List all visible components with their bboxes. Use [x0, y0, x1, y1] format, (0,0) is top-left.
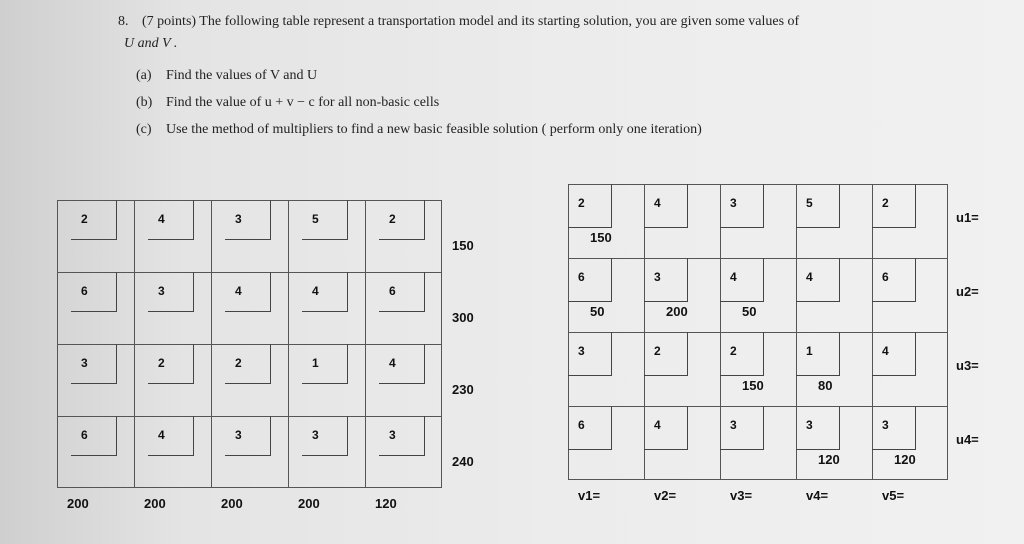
cost-box: [379, 272, 425, 312]
u-label: u4=: [956, 432, 979, 447]
cost-box: [720, 332, 764, 376]
cost-value: 2: [389, 212, 396, 226]
v-label: v1=: [578, 488, 601, 503]
cost-value: 3: [882, 418, 889, 432]
cost-value: 6: [578, 270, 585, 284]
u-label: u2=: [956, 284, 979, 299]
cost-box: [568, 184, 612, 228]
cost-box: [720, 184, 764, 228]
cost-value: 2: [81, 212, 88, 226]
cost-box: [568, 406, 612, 450]
part-label: (b): [136, 95, 153, 110]
cost-value: 2: [235, 356, 242, 370]
v-label: v4=: [806, 488, 829, 503]
cost-box: [225, 200, 271, 240]
cost-value: 4: [882, 344, 889, 358]
cost-box: [148, 344, 194, 384]
cost-value: 4: [730, 270, 737, 284]
cost-value: 6: [578, 418, 585, 432]
cost-value: 3: [312, 428, 319, 442]
cost-value: 2: [158, 356, 165, 370]
part-text: Use the method of multipliers to find a new basic feasible solution ( perform only one iteration): [166, 122, 702, 137]
cost-value: 1: [806, 344, 813, 358]
part-a: [136, 68, 702, 95]
demand-value: 200: [221, 496, 243, 511]
cost-value: 3: [730, 418, 737, 432]
cost-value: 2: [654, 344, 661, 358]
part-text: Find the values of V and U: [166, 68, 318, 83]
part-label: (a): [136, 68, 152, 83]
cost-box: [568, 258, 612, 302]
cost-value: 3: [578, 344, 585, 358]
problem-number: 8.: [118, 14, 129, 29]
problem-intro-2: U and V .: [124, 36, 178, 51]
problem-intro: (7 points) The following table represent a transportation model and its starting solution, you are given some values of: [142, 14, 800, 29]
cost-value: 4: [312, 284, 319, 298]
cost-value: 3: [158, 284, 165, 298]
cost-box: [71, 200, 117, 240]
cost-box: [872, 184, 916, 228]
grid-line: [288, 200, 289, 488]
grid-line: [134, 200, 135, 488]
demand-value: 200: [67, 496, 89, 511]
demand-value: 200: [298, 496, 320, 511]
cost-value: 6: [882, 270, 889, 284]
cost-value: 5: [312, 212, 319, 226]
u-label: u1=: [956, 210, 979, 225]
u-label: u3=: [956, 358, 979, 373]
supply-value: 150: [452, 238, 474, 253]
supply-value: 240: [452, 454, 474, 469]
cost-value: 4: [158, 428, 165, 442]
cost-box: [796, 184, 840, 228]
allocation-value: 120: [818, 452, 840, 467]
cost-value: 4: [235, 284, 242, 298]
cost-box: [796, 332, 840, 376]
cost-value: 5: [806, 196, 813, 210]
cost-box: [71, 344, 117, 384]
cost-value: 2: [730, 344, 737, 358]
cost-box: [379, 200, 425, 240]
grid-line: [365, 200, 366, 488]
allocation-value: 50: [590, 304, 605, 319]
grid-line: [211, 200, 212, 488]
cost-value: 3: [730, 196, 737, 210]
cost-box: [379, 416, 425, 456]
demand-value: 200: [144, 496, 166, 511]
allocation-value: 120: [894, 452, 916, 467]
cost-box: [796, 406, 840, 450]
demand-value: 120: [375, 496, 397, 511]
cost-box: [302, 272, 348, 312]
cost-box: [71, 272, 117, 312]
cost-value: 4: [654, 196, 661, 210]
cost-box: [225, 416, 271, 456]
cost-box: [148, 200, 194, 240]
part-c: [136, 122, 702, 149]
cost-value: 6: [81, 428, 88, 442]
allocation-value: 200: [666, 304, 688, 319]
cost-value: 6: [81, 284, 88, 298]
cost-box: [568, 332, 612, 376]
cost-value: 1: [312, 356, 319, 370]
part-b: [136, 95, 702, 122]
cost-box: [720, 258, 764, 302]
cost-box: [644, 406, 688, 450]
problem-parts: [136, 68, 702, 149]
cost-value: 3: [81, 356, 88, 370]
cost-box: [872, 332, 916, 376]
cost-box: [796, 258, 840, 302]
cost-value: 2: [882, 196, 889, 210]
allocation-value: 50: [742, 304, 757, 319]
cost-box: [302, 200, 348, 240]
cost-box: [872, 406, 916, 450]
cost-box: [302, 344, 348, 384]
cost-value: 4: [806, 270, 813, 284]
cost-value: 3: [235, 428, 242, 442]
allocation-value: 150: [590, 230, 612, 245]
cost-box: [302, 416, 348, 456]
cost-value: 3: [389, 428, 396, 442]
cost-box: [720, 406, 764, 450]
part-label: (c): [136, 122, 152, 137]
cost-box: [872, 258, 916, 302]
cost-box: [71, 416, 117, 456]
cost-value: 6: [389, 284, 396, 298]
cost-value: 2: [578, 196, 585, 210]
cost-value: 4: [654, 418, 661, 432]
supply-value: 300: [452, 310, 474, 325]
cost-box: [148, 272, 194, 312]
supply-value: 230: [452, 382, 474, 397]
cost-value: 4: [389, 356, 396, 370]
cost-box: [225, 272, 271, 312]
cost-box: [148, 416, 194, 456]
allocation-value: 80: [818, 378, 833, 393]
cost-box: [379, 344, 425, 384]
v-label: v5=: [882, 488, 905, 503]
cost-box: [644, 258, 688, 302]
cost-value: 3: [806, 418, 813, 432]
cost-value: 4: [158, 212, 165, 226]
cost-value: 3: [654, 270, 661, 284]
cost-box: [225, 344, 271, 384]
cost-box: [644, 332, 688, 376]
cost-value: 3: [235, 212, 242, 226]
v-label: v3=: [730, 488, 753, 503]
v-label: v2=: [654, 488, 677, 503]
allocation-value: 150: [742, 378, 764, 393]
part-text: Find the value of u + v − c for all non-basic cells: [166, 95, 440, 110]
cost-box: [644, 184, 688, 228]
